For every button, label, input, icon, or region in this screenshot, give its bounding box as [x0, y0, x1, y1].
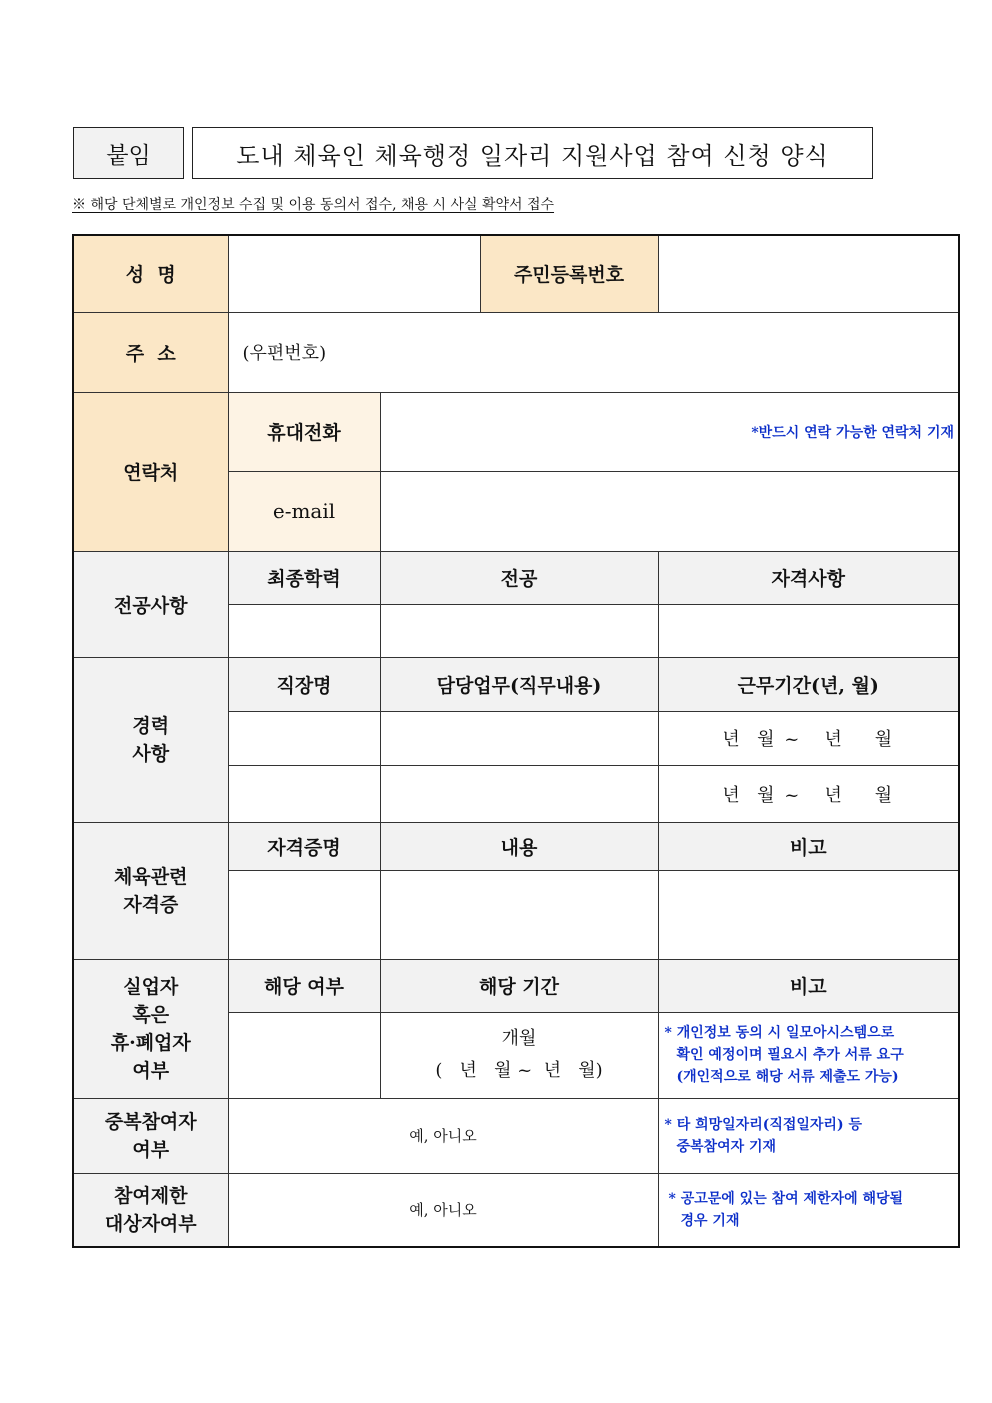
unemp-period-months: 개월 — [501, 1028, 537, 1049]
unemp-status-input[interactable] — [228, 1012, 380, 1098]
career-label — [73, 657, 228, 822]
mobile-input-cell[interactable]: *반드시 연락 가능한 연락처 기재 — [380, 392, 959, 471]
qualification-input-cell[interactable] — [658, 604, 959, 657]
duplicate-label-line1: 중복참여자 — [104, 1110, 197, 1133]
restrict-note-line2: 경우 기재 — [680, 1212, 740, 1229]
unemployed-label — [73, 959, 228, 1098]
cert-content-input[interactable] — [380, 870, 658, 959]
unemp-note-line3: (개인적으로 해당 서류 제출도 가능) — [676, 1069, 899, 1085]
major-input-cell[interactable] — [380, 604, 658, 657]
restricted-label — [73, 1173, 228, 1247]
career-duties-input-2[interactable] — [380, 765, 658, 822]
major-header-major: 전공 — [380, 551, 658, 604]
career-header-company: 직장명 — [228, 657, 380, 711]
unemp-header-period: 해당 기간 — [380, 959, 658, 1012]
career-period-input-1[interactable]: 년 월 ~ 년 월 — [658, 711, 959, 765]
unemployed-label-line3: 휴·폐업자 — [110, 1031, 191, 1054]
contact-label: 연락처 — [73, 392, 228, 551]
cert-header-name: 자격증명 — [228, 822, 380, 870]
mobile-label: 휴대전화 — [228, 392, 380, 471]
restricted-label-line2: 대상자여부 — [104, 1212, 197, 1235]
unemp-header-status: 해당 여부 — [228, 959, 380, 1012]
career-period-input-2[interactable]: 년 월 ~ 년 월 — [658, 765, 959, 822]
email-label: e-mail — [228, 471, 380, 551]
rrn-input-cell[interactable] — [658, 235, 959, 312]
unemp-note-line1: * 개인정보 동의 시 일모아시스템으로 — [664, 1025, 895, 1041]
dup-note-line1: * 타 희망일자리(직접일자리) 등 — [664, 1116, 862, 1133]
career-label-line2: 사항 — [132, 742, 170, 765]
unemp-remarks-note — [658, 1012, 959, 1098]
application-form-table — [72, 234, 960, 1248]
form-title: 도내 체육인 체육행정 일자리 지원사업 참여 신청 양식 — [192, 127, 873, 179]
sports-cert-label-line1: 체육관련 — [114, 865, 188, 888]
address-label: 주 소 — [73, 312, 228, 392]
restricted-label-line1: 참여제한 — [114, 1184, 188, 1207]
unemp-period-input[interactable] — [380, 1012, 658, 1098]
attachment-tag: 붙임 — [73, 127, 184, 179]
cert-remarks-input[interactable] — [658, 870, 959, 959]
unemp-header-remarks: 비고 — [658, 959, 959, 1012]
cert-header-remarks: 비고 — [658, 822, 959, 870]
major-header-education: 최종학력 — [228, 551, 380, 604]
cert-name-input[interactable] — [228, 870, 380, 959]
unemployed-label-line4: 여부 — [132, 1059, 170, 1082]
unemployed-label-line2: 혹은 — [132, 1003, 170, 1026]
duplicate-label — [73, 1098, 228, 1173]
duplicate-value[interactable]: 예, 아니오 — [228, 1098, 658, 1173]
unemp-note-line2: 확인 예정이며 필요시 추가 서류 요구 — [676, 1047, 904, 1063]
restricted-value[interactable]: 예, 아니오 — [228, 1173, 658, 1247]
unemp-period-range: ( 년 월 ~ 년 월) — [435, 1060, 603, 1081]
name-input-cell[interactable] — [228, 235, 480, 312]
major-label: 전공사항 — [73, 551, 228, 657]
restricted-note — [658, 1173, 959, 1247]
career-company-input-1[interactable] — [228, 711, 380, 765]
sports-cert-label — [73, 822, 228, 959]
career-label-line1: 경력 — [132, 714, 170, 737]
notice-text: ※ 해당 단체별로 개인정보 수집 및 이용 동의서 접수, 채용 시 사실 확약서 접수 — [72, 197, 555, 213]
education-input-cell[interactable] — [228, 604, 380, 657]
duplicate-note — [658, 1098, 959, 1173]
career-duties-input-1[interactable] — [380, 711, 658, 765]
cert-header-content: 내용 — [380, 822, 658, 870]
dup-note-line2: 중복참여자 기재 — [676, 1138, 777, 1155]
name-label: 성 명 — [73, 235, 228, 312]
duplicate-label-line2: 여부 — [132, 1138, 170, 1161]
career-header-period: 근무기간(년, 월) — [658, 657, 959, 711]
sports-cert-label-line2: 자격증 — [123, 893, 179, 916]
email-input-cell[interactable] — [380, 471, 959, 551]
career-company-input-2[interactable] — [228, 765, 380, 822]
career-header-duties: 담당업무(직무내용) — [380, 657, 658, 711]
address-input-cell[interactable]: (우편번호) — [228, 312, 959, 392]
major-header-qualification: 자격사항 — [658, 551, 959, 604]
restrict-note-line1: * 공고문에 있는 참여 제한자에 해당될 — [668, 1190, 904, 1207]
unemployed-label-line1: 실업자 — [123, 975, 179, 998]
rrn-label: 주민등록번호 — [480, 235, 658, 312]
